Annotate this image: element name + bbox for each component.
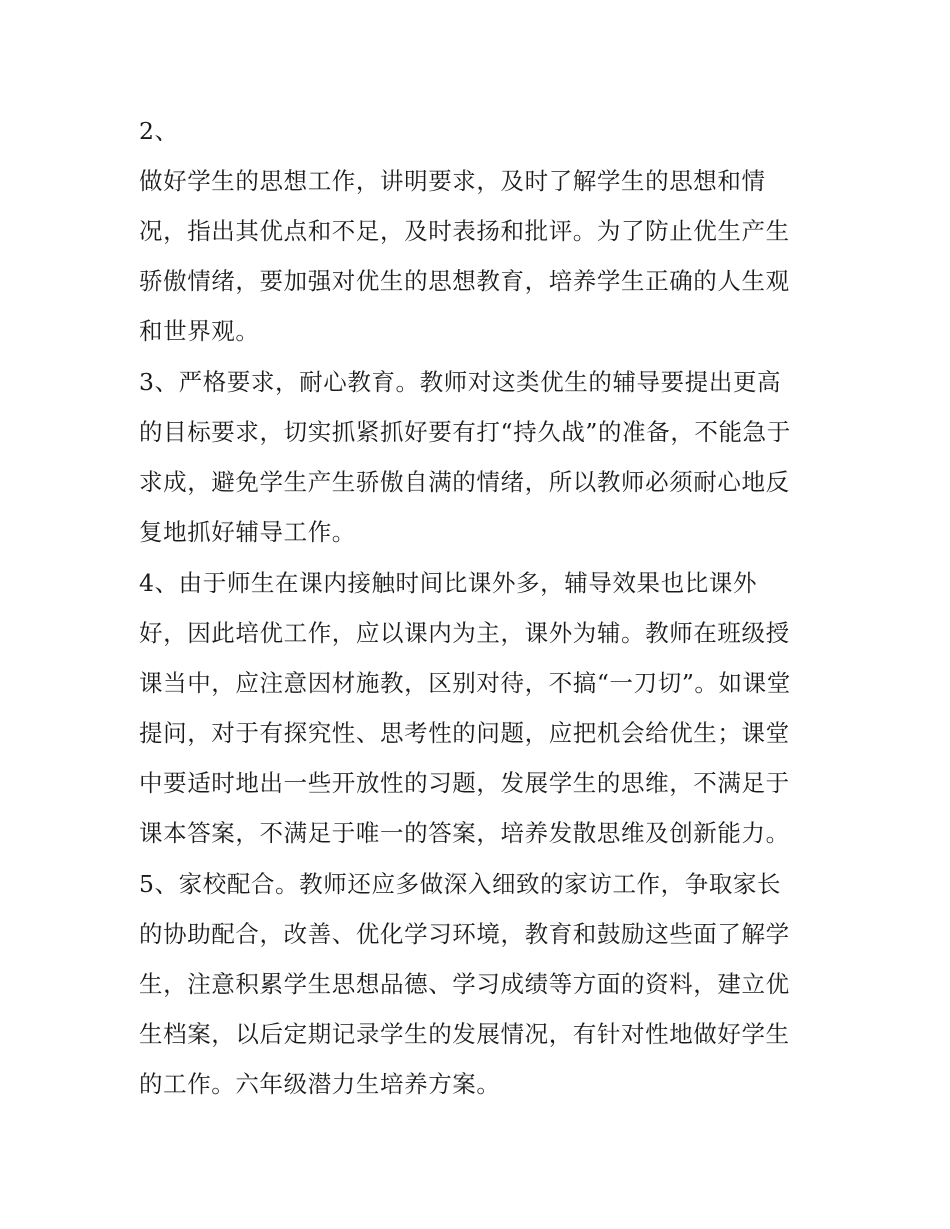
text-line: 课本答案，不满足于唯一的答案，培养发散思维及创新能力。 <box>139 819 790 847</box>
text-line: 生档案，以后定期记录学生的发展情况，有针对性地做好学生 <box>139 1020 790 1048</box>
paragraph-2-number: 2、 <box>139 117 179 145</box>
text-line: 的目标要求，切实抓紧抓好要有打“持久战”的准备，不能急于 <box>139 418 791 446</box>
text-line: 求成，避免学生产生骄傲自满的情绪，所以教师必须耐心地反 <box>139 468 790 496</box>
text-line: 中要适时地出一些开放性的习题，发展学生的思维，不满足于 <box>139 769 790 797</box>
paragraph-5-start: 5、家校配合。教师还应多做深入细致的家访工作，争取家长 <box>139 870 782 898</box>
text-line: 和世界观。 <box>139 317 260 345</box>
paragraph-3-start: 3、严格要求，耐心教育。教师对这类优生的辅导要提出更高 <box>139 368 782 396</box>
text-line: 好，因此培优工作，应以课内为主，课外为辅。教师在班级授 <box>139 619 790 647</box>
text-line: 的工作。六年级潜力生培养方案。 <box>139 1070 501 1098</box>
text-line: 提问，对于有探究性、思考性的问题，应把机会给优生；课堂 <box>139 719 790 747</box>
text-line: 做好学生的思想工作，讲明要求，及时了解学生的思想和情 <box>139 167 766 195</box>
text-line: 复地抓好辅导工作。 <box>139 518 356 546</box>
text-line: 的协助配合，改善、优化学习环境，教育和鼓励这些面了解学 <box>139 920 790 948</box>
text-line: 况，指出其优点和不足，及时表扬和批评。为了防止优生产生 <box>139 217 790 245</box>
text-line: 骄傲情绪，要加强对优生的思想教育，培养学生正确的人生观 <box>139 267 790 295</box>
text-line: 生，注意积累学生思想品德、学习成绩等方面的资料，建立优 <box>139 970 790 998</box>
paragraph-4-start: 4、由于师生在课内接触时间比课外多，辅导效果也比课外 <box>139 569 758 597</box>
text-line: 课当中，应注意因材施教，区别对待，不搞“一刀切”。如课堂 <box>139 669 791 697</box>
